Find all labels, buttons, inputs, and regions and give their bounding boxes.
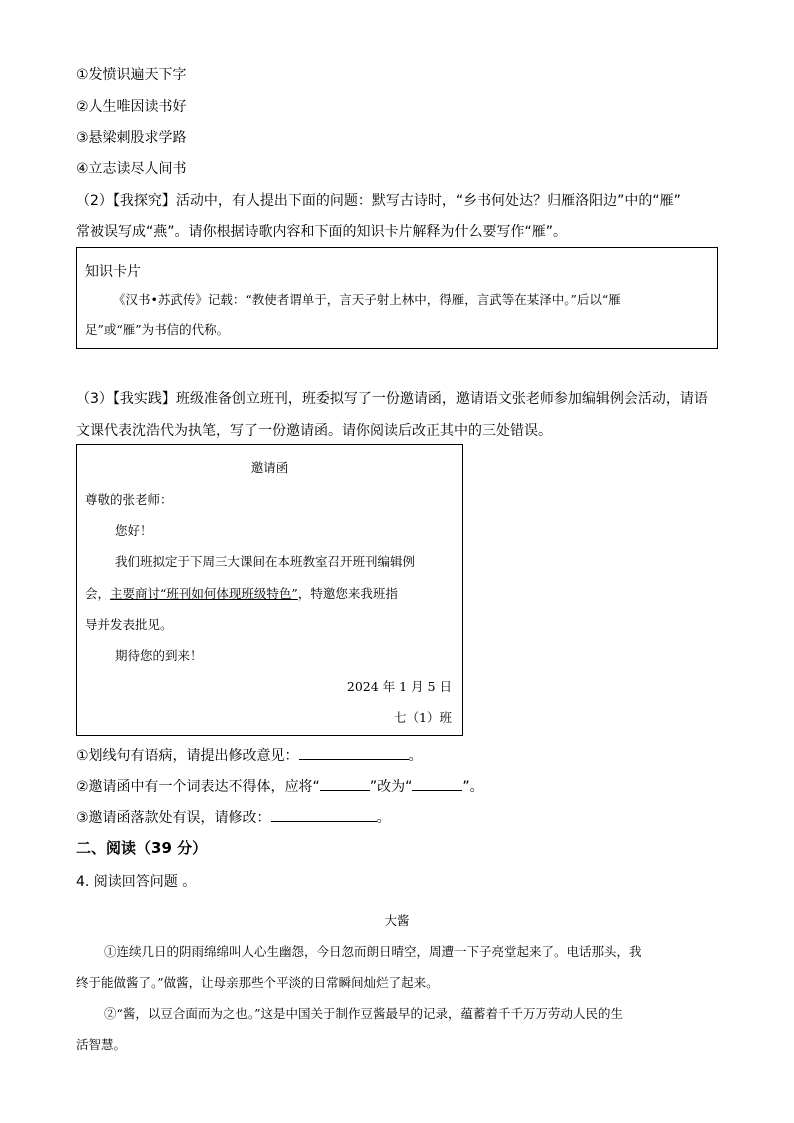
article-p1-line-1: ①连续几日的阴雨绵绵叫人心生幽怨，今日忽而朗日晴空，周遭一下子亮堂起来了。电话那头，我 bbox=[104, 944, 642, 959]
article-p2-line-1: ②“酱，以豆合面而为之也。”这是中国关于制作豆酱最早的记录，蕴蓄着千千万万劳动人民的生 bbox=[104, 1006, 624, 1021]
letter-body-1: 我们班拟定于下周三大课间在本班教室召开班刊编辑例 bbox=[115, 554, 416, 569]
letter-body-3: 导并发表批见。 bbox=[85, 617, 173, 632]
q2-line-1: （2）【我探究】活动中，有人提出下面的问题：默写古诗时，“乡书何处达？归雁洛阳边”中的“雁” bbox=[76, 193, 681, 209]
option-2: ②人生唯因读书好 bbox=[76, 99, 187, 115]
letter-greeting: 您好！ bbox=[115, 523, 153, 538]
answer-blank-2a[interactable] bbox=[320, 776, 370, 791]
card-line-2: 足”或“雁”为书信的代称。 bbox=[85, 322, 230, 337]
q3-line-1: （3）【我实践】班级准备创立班刊，班委拟写了一份邀请函，邀请语文张老师参加编辑例会活动，请语 bbox=[76, 391, 708, 407]
subq-3: ③邀请函落款处有误，请修改： 。 bbox=[76, 807, 391, 827]
option-1: ①发愤识遍天下字 bbox=[76, 67, 187, 83]
article-title: 大酱 bbox=[384, 913, 410, 928]
answer-blank-2b[interactable] bbox=[412, 776, 462, 791]
section-heading: 二、阅读（39 分） bbox=[76, 839, 208, 857]
subq-1: ①划线句有语病，请提出修改意见： 。 bbox=[76, 745, 423, 765]
letter-title: 邀请函 bbox=[250, 460, 289, 475]
card-title: 知识卡片 bbox=[85, 264, 141, 280]
letter-closing: 期待您的到来！ bbox=[115, 648, 203, 663]
answer-blank-3[interactable] bbox=[271, 807, 377, 822]
letter-date: 2024 年 1 月 5 日 bbox=[346, 679, 452, 694]
letter-body-2: 会，主要商讨“班刊如何体现班级特色”，特邀您来我班指 bbox=[85, 586, 398, 601]
subq-2: ②邀请函中有一个词表达不得体，应将“ ”改为“ ”。 bbox=[76, 776, 484, 796]
article-p2-line-2: 活智慧。 bbox=[76, 1037, 127, 1052]
option-3: ③悬梁刺股求学路 bbox=[76, 130, 187, 146]
q3-line-2: 文课代表沈浩代为执笔，写了一份邀请函。请你阅读后改正其中的三处错误。 bbox=[76, 423, 552, 439]
underlined-sentence: 主要商讨“班刊如何体现班级特色” bbox=[110, 586, 298, 601]
article-p1-line-2: 终于能做酱了。”做酱，让母亲那些个平淡的日常瞬间灿烂了起来。 bbox=[76, 975, 439, 990]
answer-blank-1[interactable] bbox=[299, 745, 409, 760]
q2-line-2: 常被误写成“燕”。请你根据诗歌内容和下面的知识卡片解释为什么要写作“雁”。 bbox=[76, 224, 568, 240]
letter-salutation: 尊敬的张老师： bbox=[85, 492, 173, 507]
card-line-1: 《汉书•苏武传》记载：“教使者谓单于，言天子射上林中，得雁，言武等在某泽中。”后以“雁 bbox=[113, 292, 621, 307]
letter-signature: 七（1）班 bbox=[394, 710, 452, 725]
knowledge-card bbox=[76, 247, 718, 349]
option-4: ④立志读尽人间书 bbox=[76, 161, 187, 177]
invitation-letter bbox=[76, 444, 463, 736]
question-4: 4. 阅读回答问题 。 bbox=[76, 874, 197, 890]
